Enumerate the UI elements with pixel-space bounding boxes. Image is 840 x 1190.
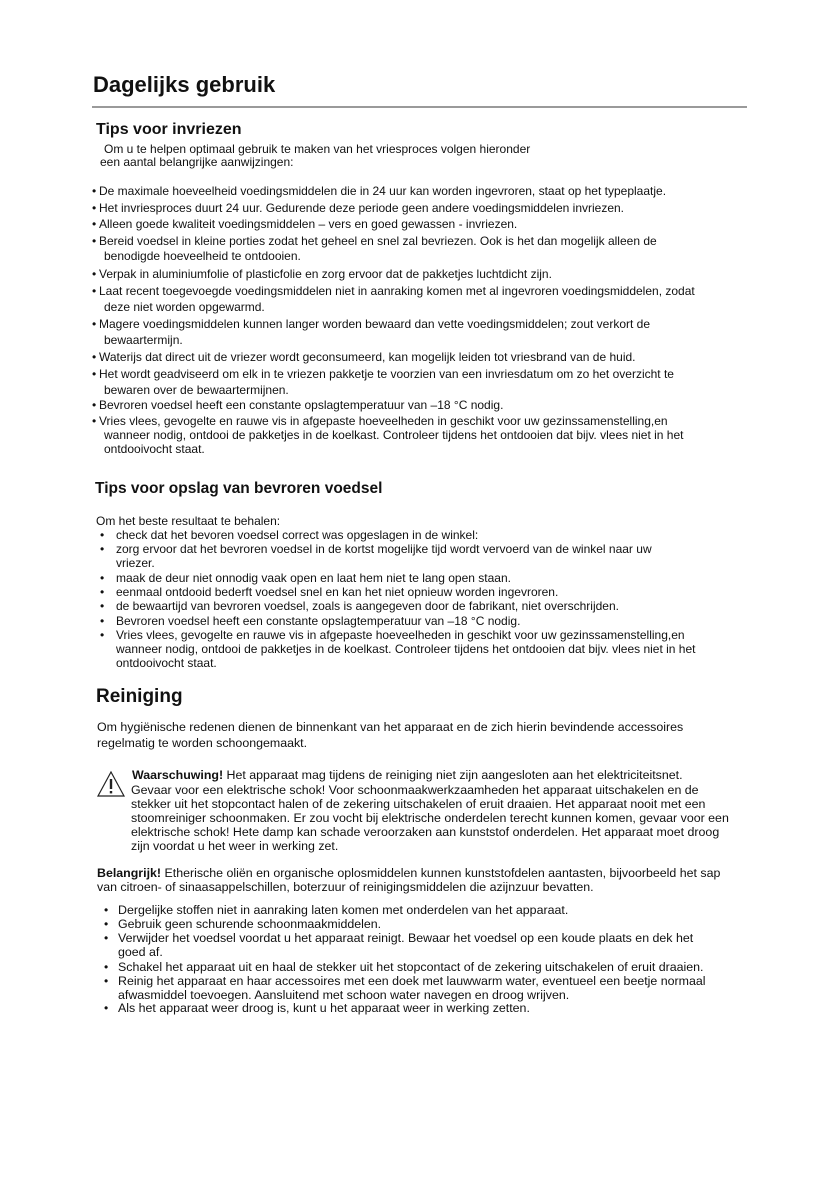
page-title: Dagelijks gebruik (93, 72, 276, 97)
bullet-icon: • (92, 367, 97, 381)
list-item-line: Schakel het apparaat uit en haal de stekker uit het stopcontact of de zekering uitschakelen of eruit draaien. (118, 960, 704, 974)
warning-text: Het apparaat mag tijdens de reiniging niet zijn aangesloten aan het elektriciteitsnet. (223, 768, 683, 782)
title-divider (92, 106, 747, 108)
list-item-line: check dat het bevoren voedsel correct was opgeslagen in de winkel: (116, 528, 479, 542)
list-item-line: De maximale hoeveelheid voedingsmiddelen die in 24 uur kan worden ingevroren, staat op het typeplaatje. (99, 184, 667, 198)
list-item-line: vriezer. (116, 556, 155, 570)
bullet-icon: • (100, 614, 105, 628)
bullet-icon: • (92, 184, 97, 198)
bullet-icon: • (104, 903, 109, 917)
bullet-icon: • (92, 317, 97, 331)
list-item-line: Magere voedingsmiddelen kunnen langer worden bewaard dan vette voedingsmiddelen; zout verkort de (99, 317, 651, 331)
intro-line: regelmatig te worden schoongemaakt. (97, 736, 308, 750)
cleaning-heading: Reiniging (96, 686, 183, 707)
warning-text-line: Gevaar voor een elektrische schok! Voor schoonmaakwerkzaamheden het apparaat uitschakelen en de (131, 783, 699, 797)
list-item-line: Verpak in aluminiumfolie of plasticfolie en zorg ervoor dat de pakketjes luchtdicht zijn. (99, 267, 552, 281)
warning-text-line (132, 768, 683, 782)
list-item-line: maak de deur niet onnodig vaak open en laat hem niet te lang open staan. (116, 571, 511, 585)
bullet-icon: • (100, 599, 105, 613)
bullet-icon: • (92, 267, 97, 281)
list-item-line: Verwijder het voedsel voordat u het apparaat reinigt. Bewaar het voedsel op een koude plaats en dek het (118, 931, 694, 945)
list-item-line: Bevroren voedsel heeft een constante opslagtemperatuur van –18 °C nodig. (99, 398, 504, 412)
bullet-icon: • (104, 960, 109, 974)
list-item-line: Het wordt geadviseerd om elk in te vriezen pakketje te voorzien van een invriesdatum om zo het overzicht te (99, 367, 674, 381)
intro-line: Om hygiënische redenen dienen de binnenkant van het apparaat en de zich hierin bevindende accessoires (97, 720, 684, 734)
list-item-line: de bewaartijd van bevroren voedsel, zoals is aangegeven door de fabrikant, niet overschrijden. (116, 599, 619, 613)
bullet-icon: • (104, 974, 109, 988)
storage-heading: Tips voor opslag van bevroren voedsel (95, 480, 383, 497)
list-item-line: ontdooivocht staat. (116, 656, 217, 670)
list-item-line: goed af. (118, 945, 163, 959)
list-item-line: bewaren over de bewaartermijnen. (104, 383, 289, 397)
warning-icon (96, 770, 126, 798)
bullet-icon: • (104, 1001, 109, 1015)
warning-text-line: stoomreiniger schoonmaken. Er zou vocht bij elektrische onderdelen terecht kunnen komen, gevaar voor een (131, 811, 729, 825)
bullet-icon: • (92, 201, 97, 215)
list-item-line: Vries vlees, gevogelte en rauwe vis in afgepaste hoeveelheden in geschikt voor uw gezinssamenstelling,en (116, 628, 685, 642)
list-item-line: Alleen goede kwaliteit voedingsmiddelen – vers en goed gewassen - invriezen. (99, 217, 518, 231)
list-item-line: Laat recent toegevoegde voedingsmiddelen niet in aanraking komen met al ingevroren voedingsmiddelen, zodat (99, 284, 695, 298)
bullet-icon: • (100, 542, 105, 556)
important-text-line: van citroen- of sinaasappelschillen, boterzuur of reinigingsmiddelen die azijnzuur bevatten. (97, 880, 594, 894)
bullet-icon: • (104, 917, 109, 931)
list-item-line: wanneer nodig, ontdooi de pakketjes in de koelkast. Controleer tijdens het ontdooien dat bijv. vlees niet in het (104, 428, 684, 442)
bullet-icon: • (100, 528, 105, 542)
important-label: Belangrijk! (97, 866, 162, 880)
list-item-line: afwasmiddel toevoegen. Aansluitend met schoon water navegen en droog wrijven. (118, 988, 570, 1002)
list-item-line: Bevroren voedsel heeft een constante opslagtemperatuur van –18 °C nodig. (116, 614, 521, 628)
list-item-line: Het invriesproces duurt 24 uur. Gedurende deze periode geen andere voedingsmiddelen invriezen. (99, 201, 625, 215)
bullet-icon: • (92, 217, 97, 231)
important-text: Etherische oliën en organische oplosmiddelen kunnen kunststofdelen aantasten, bijvoorbeeld het sap (161, 866, 721, 880)
bullet-icon: • (92, 234, 97, 248)
list-item-line: wanneer nodig, ontdooi de pakketjes in de koelkast. Controleer tijdens het ontdooien dat bijv. vlees niet in het (116, 642, 696, 656)
important-text-line (97, 866, 720, 880)
warning-text-line: zijn voordat u het weer in werking zet. (131, 839, 339, 853)
list-item-line: zorg ervoor dat het bevroren voedsel in de kortst mogelijke tijd wordt vervoerd van de winkel naar uw (116, 542, 652, 556)
list-item-line: benodigde hoeveelheid te ontdooien. (104, 249, 301, 263)
list-item-line: bewaartermijn. (104, 333, 183, 347)
bullet-icon: • (100, 628, 105, 642)
bullet-icon: • (92, 284, 97, 298)
intro-line: Om het beste resultaat te behalen: (96, 514, 281, 528)
bullet-icon: • (92, 350, 97, 364)
list-item-line: ontdooivocht staat. (104, 442, 205, 456)
list-item-line: deze niet worden opgewarmd. (104, 300, 265, 314)
list-item-line: Waterijs dat direct uit de vriezer wordt geconsumeerd, kan mogelijk leiden tot vriesbrand van de huid. (99, 350, 636, 364)
list-item-line: Dergelijke stoffen niet in aanraking laten komen met onderdelen van het apparaat. (118, 903, 569, 917)
bullet-icon: • (100, 585, 105, 599)
warning-text-line: elektrische schok! Hete damp kan schade veroorzaken aan kunststof onderdelen. Het apparaat moet droog (131, 825, 720, 839)
list-item-line: Vries vlees, gevogelte en rauwe vis in afgepaste hoeveelheden in geschikt voor uw gezinssamenstelling,en (99, 414, 668, 428)
list-item-line: Reinig het apparaat en haar accessoires met een doek met lauwwarm water, eventueel een beetje normaal (118, 974, 706, 988)
warning-label: Waarschuwing! (132, 768, 224, 782)
intro-line: Om u te helpen optimaal gebruik te maken van het vriesproces volgen hieronder (104, 142, 531, 156)
list-item-line: Bereid voedsel in kleine porties zodat het geheel en snel zal bevriezen. Ook is het dan mogelijk alleen de (99, 234, 657, 248)
warning-text-line: stekker uit het stopcontact halen of de zekering uitschakelen of eruit draaien. Het apparaat nooit met een (131, 797, 706, 811)
list-item-line: Gebruik geen schurende schoonmaakmiddelen. (118, 917, 382, 931)
bullet-icon: • (100, 571, 105, 585)
bullet-icon: • (92, 398, 97, 412)
freezing-heading: Tips voor invriezen (96, 121, 242, 138)
bullet-icon: • (92, 414, 97, 428)
list-item-line: Als het apparaat weer droog is, kunt u het apparaat weer in werking zetten. (118, 1001, 530, 1015)
intro-line: een aantal belangrijke aanwijzingen: (100, 155, 294, 169)
list-item-line: eenmaal ontdooid bederft voedsel snel en kan het niet opnieuw worden ingevroren. (116, 585, 559, 599)
bullet-icon: • (104, 931, 109, 945)
